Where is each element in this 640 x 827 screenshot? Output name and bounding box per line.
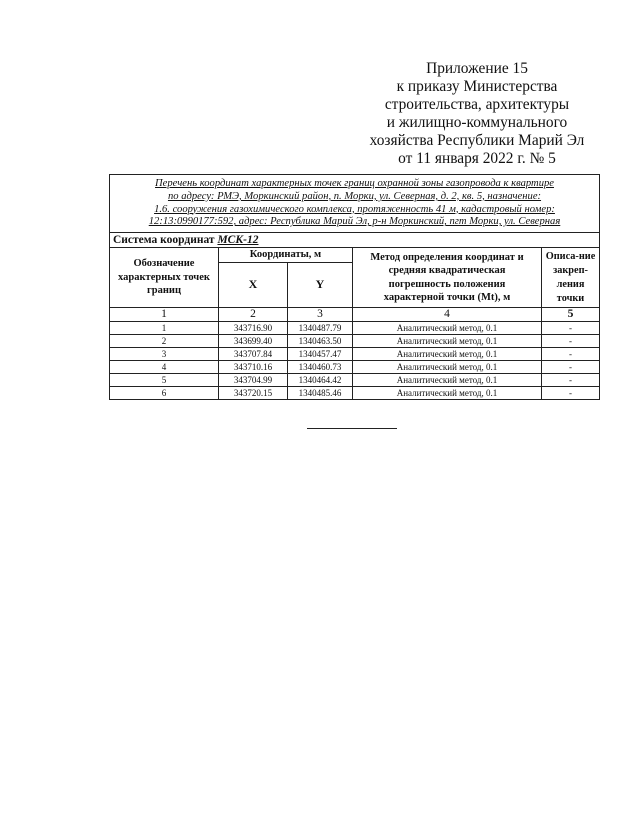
coord-x: 343699.40 [219, 335, 288, 348]
coordinate-system-value: МСК-12 [217, 234, 259, 246]
point-id: 6 [110, 387, 219, 400]
coordinate-system-label: Система координат [113, 234, 215, 246]
column-number: 2 [219, 308, 288, 322]
coord-y: 1340487.79 [288, 322, 353, 335]
point-id: 5 [110, 374, 219, 387]
method: Аналитический метод, 0.1 [353, 387, 542, 400]
point-id: 3 [110, 348, 219, 361]
title-line: 12:13:0990177:592, адрес: Республика Марий Эл, р-н Моркинский, пгт Морки, ул. Северная [148, 216, 561, 228]
column-numbers-row [110, 308, 600, 322]
end-divider [307, 428, 397, 429]
table-row [110, 348, 600, 361]
header-line: строительства, архитектуры [384, 96, 570, 113]
header-coordinates: Координаты, м [219, 248, 353, 263]
coord-y: 1340463.50 [288, 335, 353, 348]
coord-x: 343707.84 [219, 348, 288, 361]
header-line: хозяйства Республики Марий Эл [369, 132, 585, 149]
coordinate-system [110, 233, 600, 248]
coord-y: 1340464.42 [288, 374, 353, 387]
coord-y: 1340457.47 [288, 348, 353, 361]
title-line: Перечень координат характерных точек границ охранной зоны газопровода к квартире [155, 178, 554, 190]
coordinates-table [109, 174, 600, 400]
method: Аналитический метод, 0.1 [353, 335, 542, 348]
title-line: 1.6. сооружения газохимического комплекса, протяженность 41 м, кадастровый номер: [154, 203, 555, 215]
description: - [542, 322, 600, 335]
method: Аналитический метод, 0.1 [353, 374, 542, 387]
description: - [542, 387, 600, 400]
header-line: к приказу Министерства [396, 78, 558, 95]
column-number: 3 [288, 308, 353, 322]
table-row [110, 387, 600, 400]
point-id: 1 [110, 322, 219, 335]
method: Аналитический метод, 0.1 [353, 361, 542, 374]
table-row [110, 322, 600, 335]
header-line: от 11 января 2022 г. № 5 [398, 150, 556, 167]
description: - [542, 348, 600, 361]
coord-x: 343716.90 [219, 322, 288, 335]
table-row [110, 361, 600, 374]
method: Аналитический метод, 0.1 [353, 348, 542, 361]
appendix-header [360, 60, 594, 168]
header-line: и жилищно-коммунального [386, 114, 568, 131]
column-number: 1 [110, 308, 219, 322]
point-id: 4 [110, 361, 219, 374]
table-row [110, 374, 600, 387]
header-description: Описа-ние закреп-ления точки [542, 248, 600, 308]
coord-x: 343720.15 [219, 387, 288, 400]
title-line: по адресу: РМЭ, Моркинский район, п. Морки, ул. Северная, д. 2, кв. 5, назначение: [167, 190, 542, 202]
coord-x: 343710.16 [219, 361, 288, 374]
header-designation: Обозначение характерных точек границ [110, 248, 219, 308]
table-title [110, 175, 600, 233]
header-method: Метод определения координат и средняя квадратическая погрешность положения характерной точки (Mt), м [353, 248, 542, 308]
description: - [542, 361, 600, 374]
column-number: 5 [542, 308, 600, 322]
description: - [542, 374, 600, 387]
coord-y: 1340485.46 [288, 387, 353, 400]
coord-x: 343704.99 [219, 374, 288, 387]
point-id: 2 [110, 335, 219, 348]
column-number: 4 [353, 308, 542, 322]
header-y: Y [288, 263, 353, 308]
method: Аналитический метод, 0.1 [353, 322, 542, 335]
header-line: Приложение 15 [426, 60, 528, 77]
coord-y: 1340460.73 [288, 361, 353, 374]
header-x: X [219, 263, 288, 308]
table-row [110, 335, 600, 348]
description: - [542, 335, 600, 348]
